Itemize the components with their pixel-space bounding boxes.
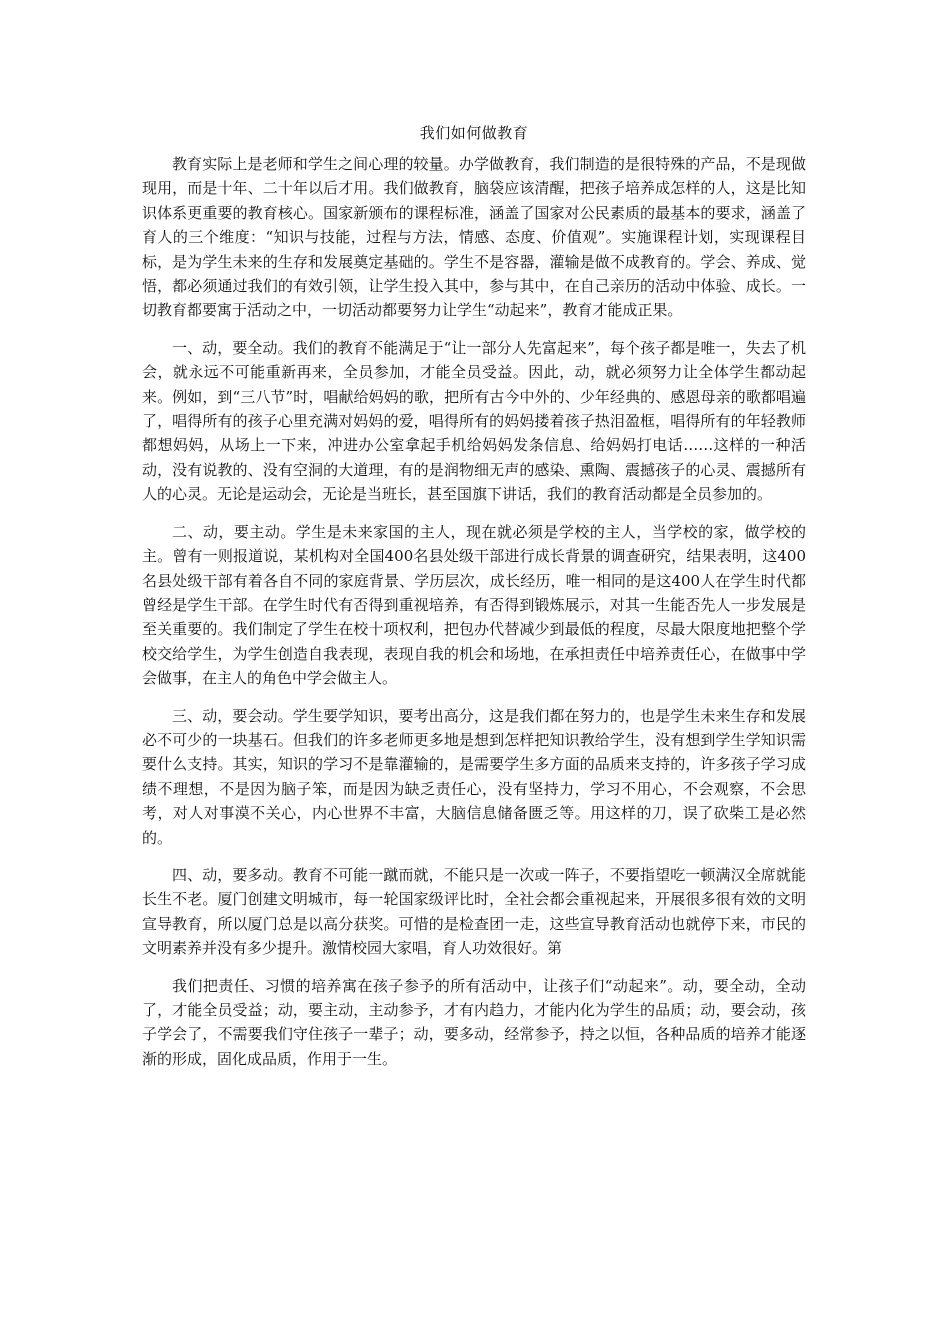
paragraph-active-participation: 二、动，要主动。学生是未来家国的主人，现在就必须是学校的主人，当学校的家，做学校的主。曾有一则报道说，某机构对全国400名县处级干部进行成长背景的调查研究，结果表明，这400名县处级干部有着各自不同的家庭背景、学历层次，成长经历，唯一相同的是这400人在学生时代都曾经是学生干部。在学生时代有否得到重视培养，有否得到锻炼展示，对其一生能否先人一步发展是至关重要的。我们制定了学生在校十项权利，把包办代替减少到最低的程度，尽最大限度地把整个学校交给学生，为学生创造自我表现，表现自我的机会和场地，在承担责任中培养责任心，在做事中学会做事，在主人的角色中学会做主人。	[142, 522, 806, 688]
document-title: 我们如何做教育	[419, 124, 529, 142]
paragraph-full-participation: 一、动，要全动。我们的教育不能满足于“让一部分人先富起来”，每个孩子都是唯一，失去了机会，就永远不可能重新再来，全员参加，才能全员受益。因此，动，就必须努力让全体学生都动起来。例如，到“三八节”时，唱献给妈妈的歌，把所有古今中外的、少年经典的、感恩母亲的歌都唱遍了，唱得所有的孩子心里充满对妈妈的爱，唱得所有的妈妈搂着孩子热泪盈框，唱得所有的年轻教师都想妈妈，从场上一下来，冲进办公室拿起手机给妈妈发条信息、给妈妈打电话……这样的一种活动，没有说教的、没有空洞的大道理，有的是润物细无声的感染、熏陶、震撼孩子的心灵、震撼所有人的心灵。无论是运动会，无论是当班长，甚至国旗下讲话，我们的教育活动都是全员参加的。	[142, 338, 806, 504]
paragraph-intro: 教育实际上是老师和学生之间心理的较量。办学做教育，我们制造的是很特殊的产品，不是现做现用，而是十年、二十年以后才用。我们做教育，脑袋应该清醒，把孩子培养成怎样的人，这是比知识体系更重要的教育核心。国家新颁布的课程标准，涵盖了国家对公民素质的最基本的要求，涵盖了育人的三个维度：“知识与技能，过程与方法，情感、态度、价值观”。实施课程计划，实现课程目标，是为学生未来的生存和发展奠定基础的。学生不是容器，灌输是做不成教育的。学会、养成、觉悟，都必须通过我们的有效引领，让学生投入其中，参与其中，在自己亲历的活动中体验、成长。一切教育都要寓于活动之中，一切活动都要努力让学生“动起来”，教育才能成正果。	[142, 155, 806, 320]
paragraph-skilled-participation: 三、动，要会动。学生要学知识，要考出高分，这是我们都在努力的，也是学生未来生存和发展必不可少的一块基石。但我们的许多老师更多地是想到怎样把知识教给学生，没有想到学生学知识需要什么支持。其实，知识的学习不是靠灌输的，是需要学生多方面的品质来支持的，许多孩子学习成绩不理想，不是因为脑子笨，而是因为缺乏责任心，没有坚持力，学习不用心，不会观察，不会思考，对人对事漠不关心，内心世界不丰富，大脑信息储备匮乏等。用这样的刀，误了砍柴工是必然的。	[142, 706, 806, 847]
paragraph-conclusion: 我们把责任、习惯的培养寓在孩子参予的所有活动中，让孩子们“动起来”。动，要全动，全动了，才能全员受益；动，要主动，主动参予，才有内趋力，才能内化为学生的品质；动，要会动，孩子学会了，不需要我们守住孩子一辈子；动，要多动，经常参予，持之以恒，各种品质的培养才能逐渐的形成，固化成品质，作用于一生。	[142, 976, 806, 1068]
paragraph-frequent-participation: 四、动，要多动。教育不可能一蹴而就，不能只是一次或一阵子，不要指望吃一顿满汉全席就能长生不老。厦门创建文明城市，每一轮国家级评比时，全社会都会重视起来，开展很多很有效的文明宣导教育，所以厦门总是以高分获奖。可惜的是检查团一走，这些宣导教育活动也就停下来，市民的文明素养并没有多少提升。激情校园大家唱，育人功效很好。第	[142, 865, 806, 958]
document-page	[142, 122, 806, 1084]
